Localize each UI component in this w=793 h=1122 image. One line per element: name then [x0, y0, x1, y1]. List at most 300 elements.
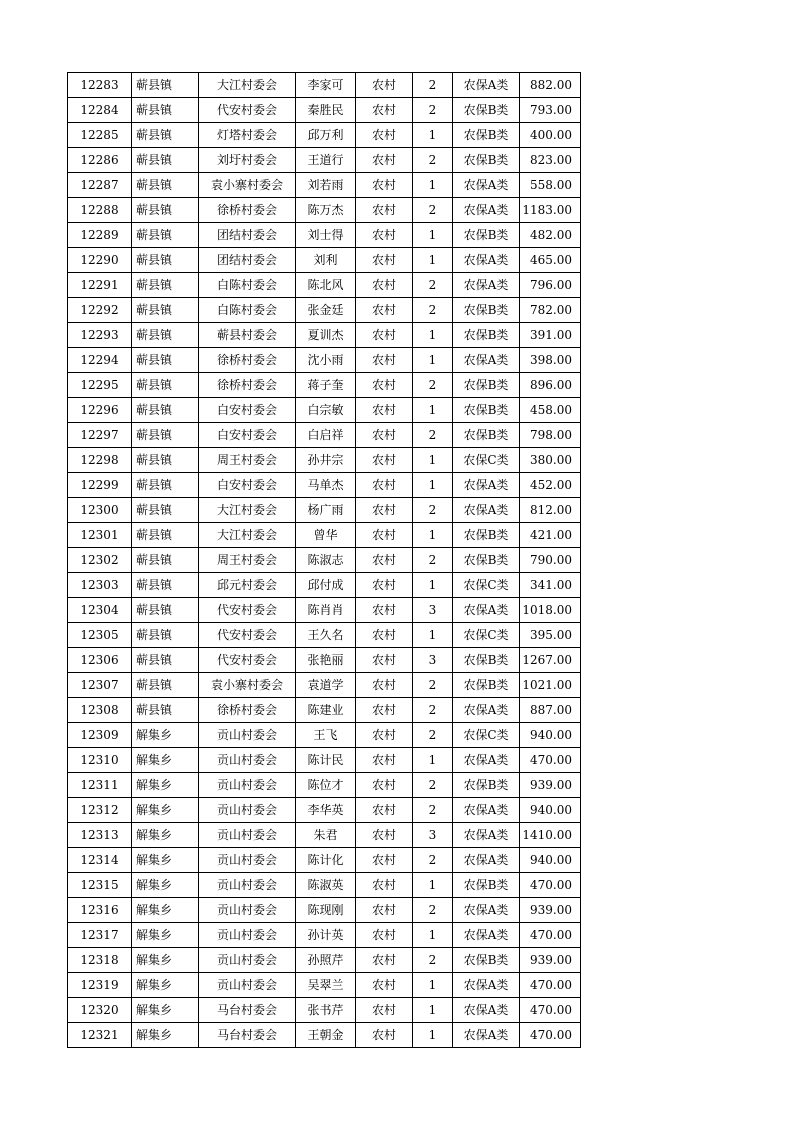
village-committee-cell: 白陈村委会 — [199, 273, 296, 298]
record-id-cell: 12304 — [68, 598, 132, 623]
table-row — [68, 648, 581, 673]
table-row — [68, 448, 581, 473]
household-count-cell: 2 — [413, 773, 453, 798]
residence-type-cell: 农村 — [356, 698, 413, 723]
village-committee-cell: 代安村委会 — [199, 98, 296, 123]
insurance-category-cell: 农保A类 — [453, 798, 520, 823]
township-cell: 解集乡 — [132, 923, 199, 948]
residence-type-cell: 农村 — [356, 748, 413, 773]
village-committee-cell: 袁小寨村委会 — [199, 173, 296, 198]
residence-type-cell: 农村 — [356, 473, 413, 498]
record-id-cell: 12292 — [68, 298, 132, 323]
village-committee-cell: 贡山村委会 — [199, 898, 296, 923]
record-id-cell: 12284 — [68, 98, 132, 123]
residence-type-cell: 农村 — [356, 448, 413, 473]
amount-cell: 400.00 — [520, 123, 581, 148]
person-name-cell: 朱君 — [296, 823, 356, 848]
record-id-cell: 12306 — [68, 648, 132, 673]
person-name-cell: 张艳丽 — [296, 648, 356, 673]
table-row — [68, 198, 581, 223]
table-row — [68, 298, 581, 323]
record-id-cell: 12287 — [68, 173, 132, 198]
residence-type-cell: 农村 — [356, 398, 413, 423]
household-count-cell: 2 — [413, 198, 453, 223]
village-committee-cell: 团结村委会 — [199, 223, 296, 248]
village-committee-cell: 灯塔村委会 — [199, 123, 296, 148]
insurance-category-cell: 农保A类 — [453, 498, 520, 523]
household-count-cell: 1 — [413, 623, 453, 648]
township-cell: 解集乡 — [132, 1023, 199, 1048]
record-id-cell: 12314 — [68, 848, 132, 873]
village-committee-cell: 大江村委会 — [199, 73, 296, 98]
residence-type-cell: 农村 — [356, 148, 413, 173]
township-cell: 蕲县镇 — [132, 548, 199, 573]
residence-type-cell: 农村 — [356, 123, 413, 148]
residence-type-cell: 农村 — [356, 723, 413, 748]
record-id-cell: 12299 — [68, 473, 132, 498]
table-row — [68, 798, 581, 823]
insurance-category-cell: 农保C类 — [453, 723, 520, 748]
table-row — [68, 173, 581, 198]
amount-cell: 470.00 — [520, 998, 581, 1023]
insurance-category-cell: 农保B类 — [453, 423, 520, 448]
insurance-category-cell: 农保A类 — [453, 473, 520, 498]
household-count-cell: 2 — [413, 723, 453, 748]
table-row — [68, 948, 581, 973]
record-id-cell: 12311 — [68, 773, 132, 798]
village-committee-cell: 团结村委会 — [199, 248, 296, 273]
person-name-cell: 陈现刚 — [296, 898, 356, 923]
amount-cell: 391.00 — [520, 323, 581, 348]
household-count-cell: 3 — [413, 648, 453, 673]
residence-type-cell: 农村 — [356, 523, 413, 548]
residence-type-cell: 农村 — [356, 998, 413, 1023]
table-row — [68, 248, 581, 273]
household-count-cell: 1 — [413, 923, 453, 948]
insurance-category-cell: 农保A类 — [453, 848, 520, 873]
amount-cell: 470.00 — [520, 973, 581, 998]
township-cell: 蕲县镇 — [132, 498, 199, 523]
residence-type-cell: 农村 — [356, 923, 413, 948]
table-row — [68, 573, 581, 598]
residence-type-cell: 农村 — [356, 848, 413, 873]
village-committee-cell: 代安村委会 — [199, 598, 296, 623]
amount-cell: 421.00 — [520, 523, 581, 548]
person-name-cell: 马单杰 — [296, 473, 356, 498]
residence-type-cell: 农村 — [356, 273, 413, 298]
insurance-category-cell: 农保A类 — [453, 348, 520, 373]
record-id-cell: 12318 — [68, 948, 132, 973]
person-name-cell: 刘士得 — [296, 223, 356, 248]
person-name-cell: 孙计英 — [296, 923, 356, 948]
record-id-cell: 12313 — [68, 823, 132, 848]
insurance-category-cell: 农保B类 — [453, 873, 520, 898]
record-id-cell: 12288 — [68, 198, 132, 223]
table-row — [68, 773, 581, 798]
insurance-category-cell: 农保A类 — [453, 1023, 520, 1048]
insurance-category-cell: 农保A类 — [453, 698, 520, 723]
person-name-cell: 王朝金 — [296, 1023, 356, 1048]
person-name-cell: 王道行 — [296, 148, 356, 173]
table-row — [68, 223, 581, 248]
amount-cell: 939.00 — [520, 773, 581, 798]
insurance-category-cell: 农保B类 — [453, 148, 520, 173]
person-name-cell: 陈位才 — [296, 773, 356, 798]
amount-cell: 1018.00 — [520, 598, 581, 623]
insurance-category-cell: 农保A类 — [453, 198, 520, 223]
record-id-cell: 12295 — [68, 373, 132, 398]
household-count-cell: 1 — [413, 173, 453, 198]
insurance-category-cell: 农保A类 — [453, 273, 520, 298]
amount-cell: 1021.00 — [520, 673, 581, 698]
amount-cell: 939.00 — [520, 898, 581, 923]
insurance-category-cell: 农保A类 — [453, 73, 520, 98]
record-id-cell: 12283 — [68, 73, 132, 98]
household-count-cell: 2 — [413, 698, 453, 723]
township-cell: 蕲县镇 — [132, 173, 199, 198]
amount-cell: 940.00 — [520, 798, 581, 823]
amount-cell: 793.00 — [520, 98, 581, 123]
household-count-cell: 1 — [413, 323, 453, 348]
household-count-cell: 2 — [413, 798, 453, 823]
amount-cell: 465.00 — [520, 248, 581, 273]
record-id-cell: 12297 — [68, 423, 132, 448]
insurance-category-cell: 农保B类 — [453, 398, 520, 423]
insurance-category-cell: 农保A类 — [453, 998, 520, 1023]
table-row — [68, 323, 581, 348]
insurance-category-cell: 农保A类 — [453, 823, 520, 848]
village-committee-cell: 袁小寨村委会 — [199, 673, 296, 698]
person-name-cell: 李家可 — [296, 73, 356, 98]
person-name-cell: 白宗敏 — [296, 398, 356, 423]
person-name-cell: 陈淑英 — [296, 873, 356, 898]
village-committee-cell: 白安村委会 — [199, 423, 296, 448]
record-id-cell: 12315 — [68, 873, 132, 898]
residence-type-cell: 农村 — [356, 1023, 413, 1048]
table-row — [68, 823, 581, 848]
village-committee-cell: 代安村委会 — [199, 648, 296, 673]
person-name-cell: 沈小雨 — [296, 348, 356, 373]
residence-type-cell: 农村 — [356, 348, 413, 373]
insurance-category-cell: 农保A类 — [453, 898, 520, 923]
township-cell: 蕲县镇 — [132, 98, 199, 123]
household-count-cell: 1 — [413, 473, 453, 498]
township-cell: 蕲县镇 — [132, 273, 199, 298]
insurance-category-cell: 农保A类 — [453, 923, 520, 948]
record-id-cell: 12303 — [68, 573, 132, 598]
residence-type-cell: 农村 — [356, 773, 413, 798]
person-name-cell: 袁道学 — [296, 673, 356, 698]
township-cell: 蕲县镇 — [132, 298, 199, 323]
township-cell: 蕲县镇 — [132, 523, 199, 548]
residence-type-cell: 农村 — [356, 973, 413, 998]
amount-cell: 470.00 — [520, 748, 581, 773]
person-name-cell: 陈计民 — [296, 748, 356, 773]
residence-type-cell: 农村 — [356, 223, 413, 248]
village-committee-cell: 周王村委会 — [199, 448, 296, 473]
record-id-cell: 12290 — [68, 248, 132, 273]
household-count-cell: 1 — [413, 398, 453, 423]
record-id-cell: 12285 — [68, 123, 132, 148]
record-id-cell: 12293 — [68, 323, 132, 348]
township-cell: 蕲县镇 — [132, 673, 199, 698]
insurance-category-cell: 农保B类 — [453, 673, 520, 698]
table-row — [68, 348, 581, 373]
insurance-category-cell: 农保C类 — [453, 448, 520, 473]
record-id-cell: 12316 — [68, 898, 132, 923]
amount-cell: 940.00 — [520, 723, 581, 748]
person-name-cell: 邱万利 — [296, 123, 356, 148]
records-table — [67, 72, 581, 1048]
record-id-cell: 12309 — [68, 723, 132, 748]
household-count-cell: 2 — [413, 673, 453, 698]
amount-cell: 482.00 — [520, 223, 581, 248]
village-committee-cell: 贡山村委会 — [199, 848, 296, 873]
township-cell: 解集乡 — [132, 973, 199, 998]
table-row — [68, 598, 581, 623]
household-count-cell: 2 — [413, 548, 453, 573]
insurance-category-cell: 农保A类 — [453, 598, 520, 623]
amount-cell: 458.00 — [520, 398, 581, 423]
household-count-cell: 2 — [413, 948, 453, 973]
township-cell: 解集乡 — [132, 998, 199, 1023]
township-cell: 蕲县镇 — [132, 648, 199, 673]
insurance-category-cell: 农保B类 — [453, 298, 520, 323]
village-committee-cell: 代安村委会 — [199, 623, 296, 648]
insurance-category-cell: 农保C类 — [453, 573, 520, 598]
township-cell: 蕲县镇 — [132, 423, 199, 448]
amount-cell: 790.00 — [520, 548, 581, 573]
township-cell: 解集乡 — [132, 823, 199, 848]
township-cell: 蕲县镇 — [132, 73, 199, 98]
table-row — [68, 123, 581, 148]
village-committee-cell: 贡山村委会 — [199, 823, 296, 848]
amount-cell: 940.00 — [520, 848, 581, 873]
household-count-cell: 2 — [413, 898, 453, 923]
township-cell: 蕲县镇 — [132, 123, 199, 148]
township-cell: 解集乡 — [132, 723, 199, 748]
residence-type-cell: 农村 — [356, 73, 413, 98]
table-row — [68, 623, 581, 648]
table-row — [68, 98, 581, 123]
table-row — [68, 723, 581, 748]
household-count-cell: 1 — [413, 573, 453, 598]
amount-cell: 470.00 — [520, 873, 581, 898]
village-committee-cell: 贡山村委会 — [199, 723, 296, 748]
township-cell: 解集乡 — [132, 798, 199, 823]
record-id-cell: 12289 — [68, 223, 132, 248]
village-committee-cell: 白安村委会 — [199, 473, 296, 498]
household-count-cell: 2 — [413, 73, 453, 98]
household-count-cell: 2 — [413, 373, 453, 398]
record-id-cell: 12294 — [68, 348, 132, 373]
person-name-cell: 李华英 — [296, 798, 356, 823]
residence-type-cell: 农村 — [356, 623, 413, 648]
township-cell: 蕲县镇 — [132, 473, 199, 498]
residence-type-cell: 农村 — [356, 198, 413, 223]
household-count-cell: 3 — [413, 598, 453, 623]
amount-cell: 782.00 — [520, 298, 581, 323]
amount-cell: 470.00 — [520, 923, 581, 948]
household-count-cell: 1 — [413, 1023, 453, 1048]
household-count-cell: 2 — [413, 848, 453, 873]
household-count-cell: 2 — [413, 273, 453, 298]
household-count-cell: 1 — [413, 348, 453, 373]
record-id-cell: 12317 — [68, 923, 132, 948]
township-cell: 蕲县镇 — [132, 598, 199, 623]
village-committee-cell: 贡山村委会 — [199, 773, 296, 798]
person-name-cell: 王久名 — [296, 623, 356, 648]
table-row — [68, 373, 581, 398]
table-row — [68, 923, 581, 948]
person-name-cell: 刘利 — [296, 248, 356, 273]
record-id-cell: 12307 — [68, 673, 132, 698]
record-id-cell: 12301 — [68, 523, 132, 548]
village-committee-cell: 贡山村委会 — [199, 948, 296, 973]
record-id-cell: 12320 — [68, 998, 132, 1023]
township-cell: 解集乡 — [132, 748, 199, 773]
table-row — [68, 423, 581, 448]
record-id-cell: 12312 — [68, 798, 132, 823]
residence-type-cell: 农村 — [356, 873, 413, 898]
insurance-category-cell: 农保A类 — [453, 748, 520, 773]
person-name-cell: 刘若雨 — [296, 173, 356, 198]
table-row — [68, 898, 581, 923]
amount-cell: 882.00 — [520, 73, 581, 98]
household-count-cell: 1 — [413, 973, 453, 998]
person-name-cell: 夏训杰 — [296, 323, 356, 348]
residence-type-cell: 农村 — [356, 423, 413, 448]
household-count-cell: 1 — [413, 248, 453, 273]
person-name-cell: 蒋子奎 — [296, 373, 356, 398]
residence-type-cell: 农村 — [356, 948, 413, 973]
household-count-cell: 1 — [413, 748, 453, 773]
insurance-category-cell: 农保B类 — [453, 773, 520, 798]
township-cell: 解集乡 — [132, 773, 199, 798]
record-id-cell: 12305 — [68, 623, 132, 648]
person-name-cell: 张书芹 — [296, 998, 356, 1023]
residence-type-cell: 农村 — [356, 373, 413, 398]
amount-cell: 812.00 — [520, 498, 581, 523]
person-name-cell: 张金廷 — [296, 298, 356, 323]
insurance-category-cell: 农保C类 — [453, 623, 520, 648]
township-cell: 解集乡 — [132, 948, 199, 973]
person-name-cell: 陈计化 — [296, 848, 356, 873]
person-name-cell: 王飞 — [296, 723, 356, 748]
household-count-cell: 1 — [413, 873, 453, 898]
household-count-cell: 1 — [413, 998, 453, 1023]
township-cell: 蕲县镇 — [132, 698, 199, 723]
township-cell: 蕲县镇 — [132, 148, 199, 173]
insurance-category-cell: 农保A类 — [453, 248, 520, 273]
residence-type-cell: 农村 — [356, 898, 413, 923]
record-id-cell: 12296 — [68, 398, 132, 423]
table-row — [68, 473, 581, 498]
amount-cell: 796.00 — [520, 273, 581, 298]
household-count-cell: 2 — [413, 148, 453, 173]
record-id-cell: 12321 — [68, 1023, 132, 1048]
amount-cell: 470.00 — [520, 1023, 581, 1048]
village-committee-cell: 徐桥村委会 — [199, 373, 296, 398]
insurance-category-cell: 农保A类 — [453, 973, 520, 998]
person-name-cell: 吴翠兰 — [296, 973, 356, 998]
household-count-cell: 2 — [413, 423, 453, 448]
person-name-cell: 孙照芹 — [296, 948, 356, 973]
amount-cell: 1183.00 — [520, 198, 581, 223]
residence-type-cell: 农村 — [356, 173, 413, 198]
amount-cell: 341.00 — [520, 573, 581, 598]
amount-cell: 398.00 — [520, 348, 581, 373]
township-cell: 蕲县镇 — [132, 573, 199, 598]
person-name-cell: 陈建业 — [296, 698, 356, 723]
person-name-cell: 杨广雨 — [296, 498, 356, 523]
person-name-cell: 秦胜民 — [296, 98, 356, 123]
insurance-category-cell: 农保B类 — [453, 523, 520, 548]
insurance-category-cell: 农保B类 — [453, 373, 520, 398]
residence-type-cell: 农村 — [356, 298, 413, 323]
residence-type-cell: 农村 — [356, 648, 413, 673]
township-cell: 蕲县镇 — [132, 448, 199, 473]
record-id-cell: 12319 — [68, 973, 132, 998]
residence-type-cell: 农村 — [356, 548, 413, 573]
township-cell: 蕲县镇 — [132, 623, 199, 648]
amount-cell: 939.00 — [520, 948, 581, 973]
person-name-cell: 陈肖肖 — [296, 598, 356, 623]
amount-cell: 887.00 — [520, 698, 581, 723]
household-count-cell: 2 — [413, 298, 453, 323]
record-id-cell: 12302 — [68, 548, 132, 573]
township-cell: 蕲县镇 — [132, 373, 199, 398]
village-committee-cell: 贡山村委会 — [199, 748, 296, 773]
table-row — [68, 398, 581, 423]
household-count-cell: 3 — [413, 823, 453, 848]
household-count-cell: 2 — [413, 98, 453, 123]
residence-type-cell: 农村 — [356, 673, 413, 698]
residence-type-cell: 农村 — [356, 498, 413, 523]
record-id-cell: 12308 — [68, 698, 132, 723]
amount-cell: 896.00 — [520, 373, 581, 398]
table-row — [68, 673, 581, 698]
table-row — [68, 748, 581, 773]
amount-cell: 395.00 — [520, 623, 581, 648]
table-row — [68, 873, 581, 898]
township-cell: 蕲县镇 — [132, 323, 199, 348]
township-cell: 蕲县镇 — [132, 198, 199, 223]
village-committee-cell: 蕲县村委会 — [199, 323, 296, 348]
records-table-body — [68, 73, 581, 1048]
household-count-cell: 1 — [413, 123, 453, 148]
insurance-category-cell: 农保B类 — [453, 948, 520, 973]
township-cell: 解集乡 — [132, 848, 199, 873]
table-row — [68, 973, 581, 998]
amount-cell: 798.00 — [520, 423, 581, 448]
table-row — [68, 1023, 581, 1048]
village-committee-cell: 马台村委会 — [199, 998, 296, 1023]
household-count-cell: 1 — [413, 448, 453, 473]
amount-cell: 823.00 — [520, 148, 581, 173]
village-committee-cell: 马台村委会 — [199, 1023, 296, 1048]
village-committee-cell: 贡山村委会 — [199, 798, 296, 823]
table-row — [68, 148, 581, 173]
insurance-category-cell: 农保B类 — [453, 123, 520, 148]
insurance-category-cell: 农保B类 — [453, 548, 520, 573]
person-name-cell: 陈北风 — [296, 273, 356, 298]
township-cell: 解集乡 — [132, 873, 199, 898]
village-committee-cell: 大江村委会 — [199, 498, 296, 523]
village-committee-cell: 贡山村委会 — [199, 873, 296, 898]
table-row — [68, 273, 581, 298]
record-id-cell: 12300 — [68, 498, 132, 523]
